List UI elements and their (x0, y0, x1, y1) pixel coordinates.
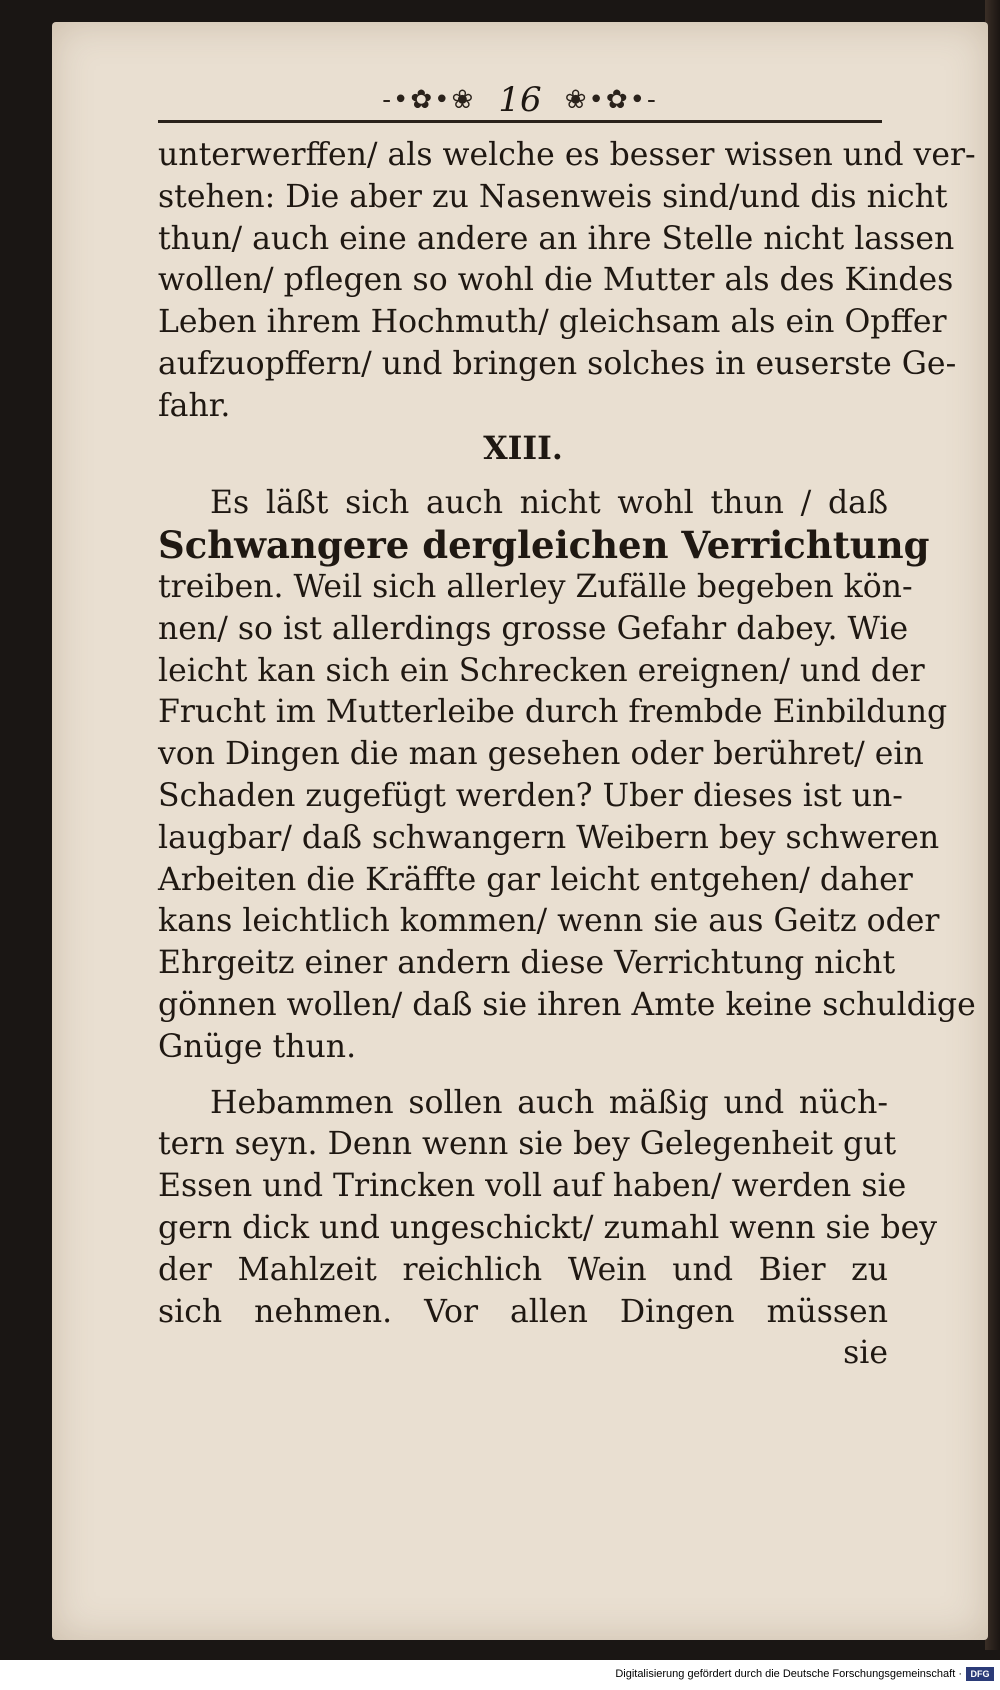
text-line: der Mahlzeit reichlich Wein und Bier zu (158, 1251, 888, 1288)
text-line: laugbar/ daß schwangern Weibern bey schweren (158, 819, 940, 856)
text-line: gern dick und ungeschickt/ zumahl wenn sie bey (158, 1209, 938, 1246)
text-line: Leben ihrem Hochmuth/ gleichsam als ein Opffer (158, 304, 947, 341)
dfg-logo-icon: DFG (966, 1667, 994, 1681)
text-line: nen/ so ist allerdings grosse Gefahr dabey. Wie (158, 610, 909, 647)
page-text (158, 135, 976, 1375)
text-line: wollen/ pflegen so wohl die Mutter als des Kindes (158, 262, 954, 299)
text-line: aufzuopffern/ und bringen solches in euserste Ge- (158, 345, 957, 382)
header-rule (158, 120, 882, 123)
text-line: Schaden zugefügt werden? Uber dieses ist un- (158, 777, 903, 814)
text-line: Es läßt sich auch nicht wohl thun / daß (210, 485, 888, 522)
text-line: Essen und Trincken voll auf haben/ werden sie (158, 1168, 907, 1205)
text-line: gönnen wollen/ daß sie ihren Amte keine schuldige (158, 986, 976, 1023)
text-line: tern seyn. Denn wenn sie bey Gelegenheit gut (158, 1126, 897, 1163)
page-number: 16 (498, 80, 542, 120)
text-line: von Dingen die man gesehen oder berühret/ ein (158, 736, 924, 773)
ornament-right-icon: ❀•✿•- (564, 85, 658, 115)
text-line: unterwerffen/ als welche es besser wissen und ver- (158, 137, 976, 173)
text-line: Schwangere dergleichen Verrichtung (158, 523, 930, 568)
catchword: sie (843, 1335, 888, 1372)
ornament-left-icon: -•✿•❀ (382, 85, 476, 115)
text-line: thun/ auch eine andere an ihre Stelle nicht lassen (158, 220, 955, 257)
text-line: kans leichtlich kommen/ wenn sie aus Geitz oder (158, 903, 940, 940)
footer-credit: Digitalisierung gefördert durch die Deutsche Forschungsgemeinschaft · (615, 1668, 962, 1680)
text-line: Arbeiten die Kräffte gar leicht entgehen/ daher (158, 861, 913, 898)
text-line: treiben. Weil sich allerley Zufälle begeben kön- (158, 568, 913, 605)
text-line: leicht kan sich ein Schrecken ereignen/ und der (158, 652, 925, 689)
text-line: fahr. (158, 387, 231, 424)
text-line: Gnüge thun. (158, 1028, 357, 1065)
footer-bar (0, 1660, 1000, 1690)
text-line: Hebammen sollen auch mäßig und nüch- (210, 1084, 888, 1121)
page-header (52, 80, 988, 120)
text-line: stehen: Die aber zu Nasenweis sind/und dis nicht (158, 178, 948, 215)
section-heading: XIII. (483, 429, 563, 467)
text-line: Ehrgeitz einer andern diese Verrichtung nicht (158, 945, 896, 982)
text-line: Frucht im Mutterleibe durch frembde Einbildung (158, 694, 948, 731)
text-line: sich nehmen. Vor allen Dingen müssen (158, 1293, 888, 1330)
